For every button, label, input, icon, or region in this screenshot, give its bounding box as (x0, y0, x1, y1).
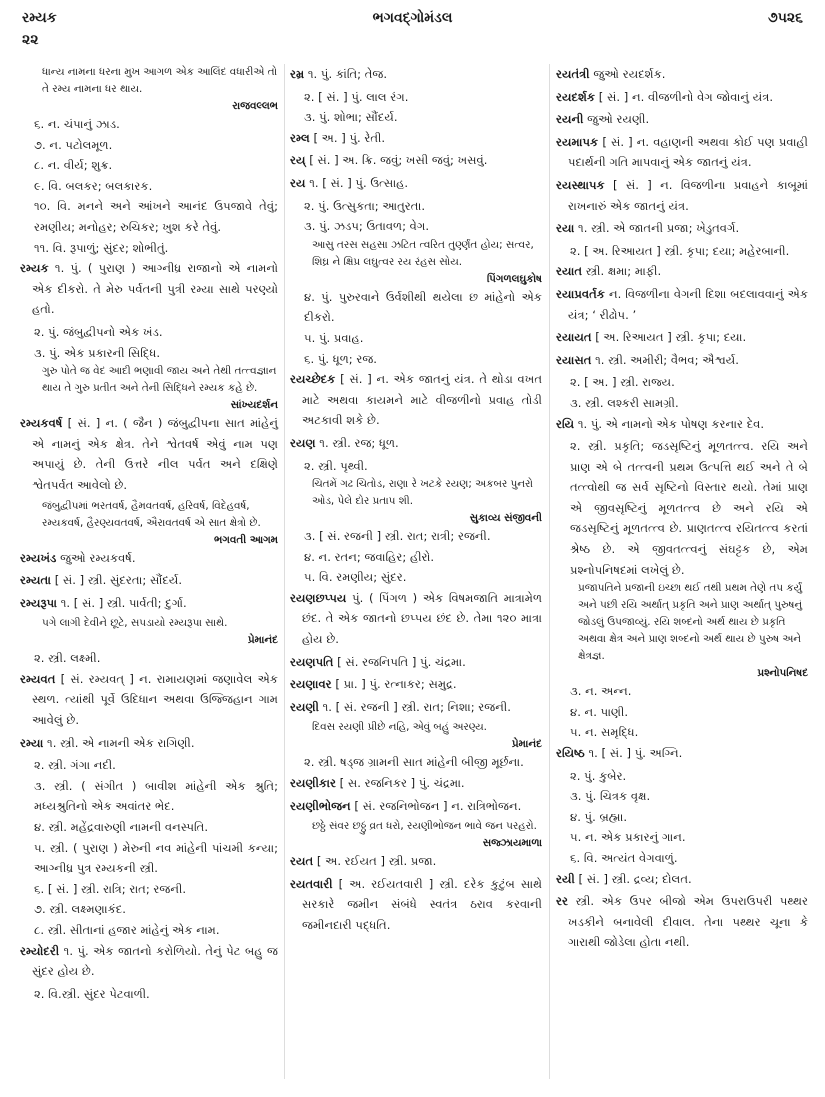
sub-sense: ૨. [ અ. રિઆયત ] સ્ત્રી. કૃપા; દયા; મહેરબાની. (570, 243, 790, 258)
quotation-source: પ્રશ્નોપનિષદ (757, 667, 808, 680)
headword: રયતંત્રી (556, 67, 590, 81)
sub-sense: ૭. સ્ત્રી. લક્ષ્મણાકંદ. (34, 902, 126, 917)
dictionary-entry (556, 175, 808, 216)
column-divider (284, 64, 285, 1079)
definition: [ સં. રમ્યવત્ ] ન. રામાયણમાં જણાવેલ એક સ્થળ. ત્યાંથી પૂર્વે ઉદિધાન અથવા ઉજ્જિહાન ગામ આવેલું છે. (32, 671, 278, 728)
sub-sense: ૭. ન. પટોલમૂળ. (34, 137, 113, 152)
headword: રયસ્થાપક (556, 177, 605, 192)
headword: રયચ્છેદક (290, 372, 336, 387)
definition: [ અ. રિઆયત ] સ્ત્રી. કૃપા; દયા. (595, 330, 747, 345)
quotation-source: સજ્ઝાયમાળા (482, 837, 542, 850)
column-1 (20, 64, 278, 1004)
definition: ૧. સ્ત્રી. રજ; ધૂળ. (319, 435, 399, 450)
headword: રયની (556, 112, 584, 127)
running-head-title: ભગવદ્ગોમંડલ (372, 10, 453, 26)
headword: રયત (290, 854, 314, 869)
definition: ૧. [ સં. રજની ] સ્ત્રી. રાત; નિશા; રજની. (322, 699, 511, 714)
definition: ૧. પું. ( પુરાણ ) આગ્નીધ્ર રાજાનો એ નામનો એક દીકરો. તે મેરુ પર્વતની પુત્રી રમ્યા સાથે પરણ્યો હતો. (32, 261, 278, 317)
headword: રમ્યરૂપા (20, 595, 58, 610)
definition: ૧. પું. એક જાતનો કરોળિયો. તેનું પેટ બહુ જ સુંદર હોય છે. (32, 943, 278, 979)
headword: રયણીકાર (290, 776, 336, 791)
quotation-source: રાજવલ્લભ (232, 100, 278, 112)
definition: [ સ. રજનિકર ] પું. ચંદ્રમા. (339, 776, 465, 791)
dictionary-entry (20, 733, 278, 754)
definition: [ પ્રા. ] પું. રત્નાકર; સમુદ્ર. (335, 677, 457, 692)
headword: રયમાપક (556, 134, 599, 149)
headword: રયાસત (556, 352, 592, 367)
sub-sense: ૬. પું. ધૂળ; રજ. (304, 351, 377, 366)
dictionary-entry (20, 669, 278, 731)
dictionary-entry (556, 261, 808, 282)
running-head-left: રમ્યક (22, 10, 57, 26)
definition: ન. વિજળીના વેગની દિશા બદલાવવાનું એક યંત્ર; ‘ રીઢોપ. ’ (568, 286, 809, 322)
definition: સ્ત્રી. એક ઉપર બીજો એમ ઉપરાઉપરી પથ્થર ખડકીને બનાવેલી દીવાલ. તેના પથ્થર ચૂના કે ગારાથી જોડેલા હોતા નથી. (568, 894, 808, 950)
quotation-source: સુકાવ્ય સંજીવની (469, 512, 542, 525)
definition: [ અ. રઈયતવારી ] સ્ત્રી. દરેક કુટુંબ સાથે સરકારે જમીન સંબંધે સ્વતંત્ર ઠરાવ કરવાની જમીનદારી પદ્ધતિ. (302, 876, 543, 932)
headword: રયાત (556, 264, 583, 279)
headword: રમ્યતા (20, 573, 52, 588)
dictionary-entry (20, 941, 278, 982)
sub-sense: ૨. સ્ત્રી. ષડ્જ ગ્રામની સાત માંહેની બીજી મૂર્છના. (304, 755, 524, 770)
dictionary-entry (556, 87, 808, 108)
quotation: ગુરુ પોતે જ વેદ આદી ભણાવી જાય અને તેથી તત્ત્વજ્ઞાન થાય તે ગુરુ પ્રતીત અને તેની સિદ્ધિને રમ્યક કહે છે. (42, 365, 277, 395)
sub-sense: ૪. ન. પાણી. (570, 704, 629, 719)
headword: રય (290, 175, 306, 190)
headword: રમ્યખંડ (20, 550, 57, 565)
dictionary-entry (556, 132, 808, 173)
dictionary-entry (290, 697, 542, 718)
dictionary-entry (290, 588, 542, 650)
dictionary-entry (290, 874, 542, 936)
dictionary-entry (556, 743, 808, 764)
quotation: આસુ તરસ સહસા ઝટિત ત્વરિત તુર્ણ્ણંત હોય; સત્વર, શિઘ્ર ને ક્ષિપ્ર લઘુત્વર રય રંહસ સોય. (312, 238, 534, 268)
headword: રમ્લ (290, 130, 310, 145)
sub-sense: ૩. પું. ઝડપ; ઉતાવળ; વેગ. (304, 219, 430, 234)
sub-sense: ૩. પું. ચિત્રક વૃક્ષ. (570, 789, 651, 804)
dictionary-entry (556, 109, 808, 130)
column-2 (290, 64, 542, 938)
sub-sense: ૨. પું. જંબુદ્વીપનો એક ખંડ. (34, 324, 163, 339)
headword: રયાયત (556, 330, 592, 345)
headword: રયાપ્રવર્તક (556, 286, 605, 301)
dictionary-entry (556, 284, 808, 325)
quotation-source: સાંખ્યદર્શન (230, 399, 278, 412)
dictionary-entry (290, 128, 542, 149)
sub-sense: ૨. [ અ. ] સ્ત્રી. રાજ્ય. (570, 375, 675, 390)
sub-sense: ૫. સ્ત્રી. ( પુરાણ ) મેરુની નવ માંહેની પાંચમી કન્યા; આગ્નીધ્ર પુત્ર રમ્યકની સ્ત્રી. (34, 840, 278, 876)
definition: [ સં. ] ન. વહાણની અથવા કોઈ પણ પ્રવાહી પદાર્થની ગતિ માપવાનું એક જાતનું યંત્ર. (568, 134, 808, 170)
sub-sense: ૧૧. વિ. રૂપાળું; સુંદર; શોભીતું. (34, 240, 169, 255)
quotation: ધાન્ય નામના ધરના મુખ આગળ એક આલિંદ વધારીએ તો તે રમ્ય નામના ધર થાય. (42, 66, 278, 95)
dictionary-entry (20, 593, 278, 614)
quotation: દિવસ રયણી પ્રીછે નહિ, એવું બહું અરણ્ય. (312, 721, 487, 734)
headword: રયિષ્ઠ (556, 746, 585, 761)
sub-sense: ૬. ન. ચંપાનું ઝાડ. (34, 117, 120, 131)
definition: ૧. પું. એ નામનો એક પોષણ કરનાર દેવ. (577, 416, 765, 431)
definition: [ અ. ] પું. રેતી. (313, 130, 386, 145)
definition: [ સં. ] સ્ત્રી. દ્રવ્ય; દોલત. (578, 871, 692, 886)
headword: રમ્ર (290, 67, 305, 81)
sub-sense: ૨. [ સં. ] પું. લાલ રંગ. (304, 89, 409, 104)
sub-sense: ૨. પું. કુબેર. (570, 768, 627, 783)
sub-sense: ૩. પું. એક પ્રકારની સિદ્ધિ. (34, 345, 161, 360)
dictionary-entry (20, 570, 278, 591)
dictionary-entry (20, 413, 278, 495)
sub-sense: ૬. વિ. અત્યંત વેગવાળું. (570, 851, 678, 865)
headword: રય્ (290, 153, 306, 168)
quotation: છઠ્ઠે સંવર છઠ્ઠું વ્રત ધરો, રયણીભોજન ભાવે જન પરહરો. (312, 820, 537, 833)
headword: રયતવારી (290, 876, 333, 891)
headword: રયણપતિ (290, 654, 334, 669)
sub-sense: ૫. ન. એક પ્રકારનું ગાન. (570, 830, 686, 845)
headword: રયણાવર (290, 677, 332, 692)
sub-sense: ૨. સ્ત્રી. ગંગા નદી. (34, 758, 116, 773)
sub-sense: ૯. વિ. બલકર; બલકારક. (34, 178, 153, 193)
dictionary-entry (290, 773, 542, 794)
definition: [ સં. રજનિપતિ ] પું. ચંદ્રમા. (337, 654, 466, 669)
definition: ૧. સ્ત્રી. અમીરી; વૈભવ; ઐશ્વર્ય. (595, 352, 739, 367)
headword: રમ્યકવર્ષ (20, 416, 63, 431)
definition: ૧. પું. કાંતિ; તેજ. (307, 67, 388, 81)
definition: ૧. [ સં. ] સ્ત્રી. પાર્વતી; દુર્ગા. (60, 595, 187, 610)
definition: જુઓ રયણી. (587, 112, 650, 127)
sub-sense: ૮. સ્ત્રી. સીતાનાં હજાર માંહેનું એક નામ. (34, 923, 220, 937)
definition: પું. ( પિંગળ ) એક વિષમજાતિ માત્રામેળ છંદ. તે એક જાતનો છપ્પય છંદ છે. તેમા ૧૨૦ માત્રા હોય છે. (302, 590, 542, 647)
definition: [ સં. રજનિભોજન ] ન. રાત્રિભોજન. (354, 798, 522, 813)
dictionary-entry (20, 548, 278, 569)
page-number: ૭૫૨૬ (768, 10, 803, 26)
sub-sense: ૩. ન. અન્ન. (570, 684, 632, 699)
dictionary-entry (290, 173, 542, 194)
definition: જુઓ રમ્યકવર્ષ. (60, 550, 136, 565)
sub-sense: ૨. સ્ત્રી. લક્ષ્મી. (34, 651, 101, 666)
dictionary-entry (556, 327, 808, 348)
dictionary-entry (290, 369, 542, 431)
dictionary-entry (556, 891, 808, 953)
dictionary-entry (556, 64, 808, 85)
headword: રયણ (290, 435, 316, 450)
sub-sense: ૪. સ્ત્રી. મહેંદ્રવારુણી નામની વનસ્પતિ. (34, 820, 209, 835)
quotation-source: પ્રેમાનંદ (511, 738, 542, 751)
definition: [ સં. ] અ. ક્રિ. જવું; ખસી જવું; ખસવું. (309, 153, 488, 168)
headword: રમ્યવત (20, 671, 56, 686)
sub-sense: ૨. સ્ત્રી. પૃથ્વી. (304, 458, 368, 473)
sub-sense: ૩. સ્ત્રી. ( સંગીત ) બાવીશ માંહેની એક શ્રુતિ; મધ્યશ્રુતિનો એક અવાંતર ભેદ. (34, 778, 278, 814)
column-divider (549, 64, 550, 1079)
headword: રયી (556, 871, 575, 886)
quotation-source: પ્રેમાનંદ (247, 634, 278, 647)
sub-sense: ૧૦. વિ. મનને અને આંખને આનંદ ઉપજાવે તેવું; રમણીય; મનોહર; રુચિકર; ખુશ કરે તેવું. (34, 199, 278, 234)
column-3 (556, 64, 808, 955)
dictionary-entry (290, 796, 542, 817)
dictionary-entry (556, 414, 808, 435)
headword: રમ્યોદરી (20, 943, 60, 958)
sub-sense: ૨. વિ.સ્ત્રી. સુંદર પેટવાળી. (34, 986, 150, 1001)
sub-sense: ૪. ન. રતન; જવાહિર; હીરો. (304, 549, 435, 564)
headword: રયિ (556, 416, 575, 431)
headword: રમ્યા (20, 735, 44, 750)
dictionary-entry (556, 218, 808, 239)
sub-sense: ૫. પું. પ્રવાહ. (304, 330, 364, 345)
sub-sense: ૩. [ સં. રજની ] સ્ત્રી. રાત; રાત્રી; રજની. (304, 529, 491, 544)
definition: ૧. [ સં. ] પું. અગ્નિ. (588, 746, 683, 761)
quotation: પગે લાગી દેવીને છૂટે, સપડાયો રમ્યરૂપા સાથે. (42, 617, 228, 630)
headword: રયા (556, 221, 575, 236)
dictionary-entry (290, 150, 542, 171)
headword: રયણીભોજન (290, 798, 351, 813)
sub-sense: ૫. વિ. રમણીય; સુંદર. (304, 570, 407, 585)
sub-sense: ૨. સ્ત્રી. પ્રકૃતિ; જડસૃષ્ટિનું મૂળતત્ત્વ. રયિ અને પ્રાણ એ બે તત્ત્વની પ્રથમ ઉત્પત્તિ થઈ અને તે બે તત્ત્વોથી જ સર્વ સૃષ્ટિનો વિસ્તાર થયો. તેમાં પ્રાણ એ જીવસૃષ્ટિનું મૂળતત્ત્વ છે અને રયિ એ જડસૃષ્ટિનું મૂળતત્ત્વ છે. પ્રાણતત્ત્વ રયિતત્ત્વ કરતાં શ્રેષ્ઠ છે. એ જીવતત્ત્વનું સંઘટ્ટક છે, એમ પ્રશ્નોપનિષદમાં લખેલું છે. (570, 439, 808, 577)
quotation: પ્રજાપતિને પ્રજાની ઇચ્છા થઈ તથી પ્રથમ તેણે તપ કર્યું અને પછી રયિ અર્થાત્ પ્રકૃતિ અને પ્રાણ અર્થાત્ પુરુષનું જોડલું ઉપજાવ્યું. રયિ શબ્દનો અર્થ થાય છે પ્રકૃતિ અથવા ક્ષેત્ર અને પ્રાણ શબ્દનો અર્થ થાય છે પુરુષ અને ક્ષેત્રજ્ઞ. (578, 582, 803, 663)
definition: ૧. સ્ત્રી. એ જાતની પ્રજા; ખેડુતવર્ગ. (578, 221, 740, 236)
headword: રમ્યક (20, 261, 49, 276)
dictionary-entry (20, 258, 278, 320)
headword: રયણછપ્પય (290, 590, 347, 605)
definition: [ સં. ] ન. ( જૈન ) જંબુદ્વીપના સાત માંહેનું એ નામનું એક ક્ષેત્ર. તેને શ્વેતવર્ષ એવું નામ પણ અપાયું છે. તેની ઉત્તરે નીલ પર્વત અને દક્ષિણે શ્વેતપર્વત આવેલો છે. (32, 416, 278, 492)
sub-sense: ૫. ન. સમૃદ્ધિ. (570, 725, 639, 740)
section-number: ૨૨ (22, 32, 39, 48)
definition: સ્ત્રી. ક્ષમા; માફી. (585, 264, 662, 279)
definition: [ અ. રઈયત ] સ્ત્રી. પ્રજા. (316, 854, 437, 869)
sub-sense: ૪. પું. બ્રહ્મા. (570, 809, 628, 824)
quotation: જંબુદ્વીપમાં ભરતવર્ષ, હૈમવતવર્ષ, હરિવર્ષ, વિદેહવર્ષ, રમ્યકવર્ષ, હૈરણ્યવતવર્ષ, ઐરાવતવર્ષ એ સાત ક્ષેત્રો છે. (42, 499, 261, 529)
dictionary-entry (290, 652, 542, 673)
definition: ૧. સ્ત્રી. એ નામની એક રાગિણી. (47, 735, 195, 750)
sub-sense: ૬. [ સં. ] સ્ત્રી. રાત્રિ; રાત; રજની. (34, 881, 187, 896)
dictionary-entry (290, 674, 542, 695)
dictionary-entry (290, 64, 542, 85)
headword: રયદર્શક (556, 89, 596, 104)
definition: [ સં. ] ન. વીજળીનો વેગ જોવાનું યંત્ર. (598, 89, 774, 104)
definition: [ સં. ] ન. એક જાતનું યંત્ર. તે થોડા વખત માટે અથવા કાયમને માટે વીજળીનો પ્રવાહ તોડી અટકાવી શકે છે. (302, 372, 543, 428)
headword: રર (556, 894, 568, 909)
sub-sense: ૩. પું. શોભા; સૌંદર્ય. (304, 110, 398, 125)
dictionary-entry (290, 851, 542, 872)
quotation-source: પિંગળલઘુકોષ (486, 272, 542, 285)
definition: જુઓ રયદર્શક. (593, 67, 666, 81)
sub-sense: ૨. પું. ઉત્સુકતા; આતુરતા. (304, 198, 426, 213)
sub-sense: ૪. પું. પુરુરવાને ઉર્વશીથી થયેલા છ માંહેનો એક દીકરો. (304, 289, 542, 325)
quotation-source: ભગવતી આગમ (214, 533, 278, 546)
definition: [ સં. ] સ્ત્રી. સુંદરતા; સૌંદર્ય. (54, 573, 183, 588)
dictionary-entry (556, 869, 808, 890)
sub-sense: ૮. ન. વીર્ય; શુક્ર. (34, 158, 113, 173)
definition: ૧. [ સં. ] પું. ઉત્સાહ. (309, 175, 409, 190)
quotation: ચિતમેં ગઢ ચિતોડ, રાણા રે ખટકે રયણ; અકબર પુનરો ઓડ, પેલે દોર પ્રતાપ શી. (312, 478, 533, 508)
dictionary-entry (290, 433, 542, 454)
dictionary-entry (556, 350, 808, 371)
headword: રયણી (290, 699, 319, 714)
sub-sense: ૩. સ્ત્રી. લશ્કરી સામગ્રી. (570, 395, 679, 410)
definition: [ સં. ] ન. વિજળીના પ્રવાહને કાબૂમાં રાખનારું એક જાતનું યંત્ર. (568, 177, 808, 213)
